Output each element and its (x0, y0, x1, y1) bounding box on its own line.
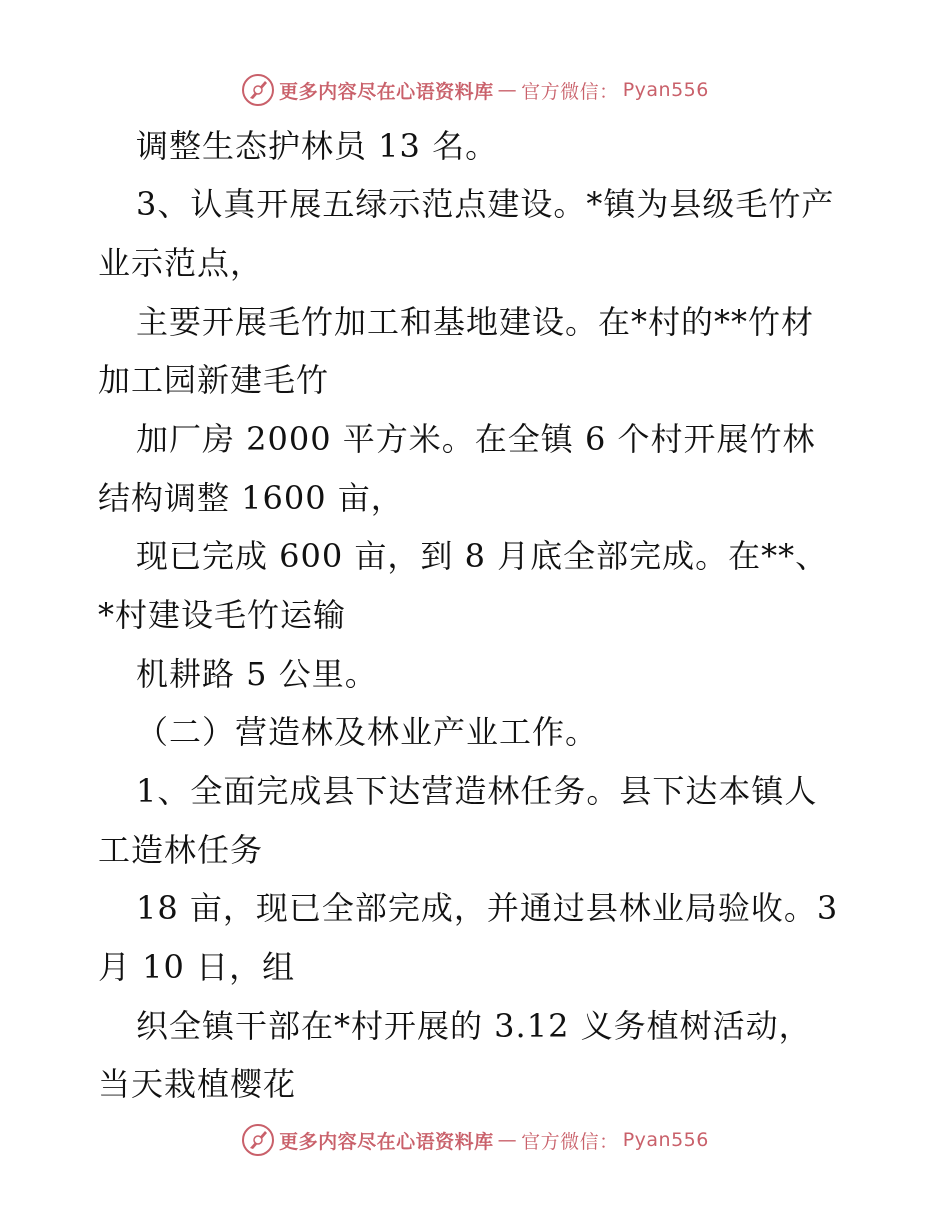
text-line: 机耕路 5 公里。 (136, 655, 378, 693)
text-line: 3、认真开展五绿示范点建设。*镇为县级毛竹产 (136, 185, 835, 223)
banner-wechat-id: Pyan556 (622, 79, 709, 101)
text-line: 结构调整 1600 亩， (98, 479, 404, 517)
section-heading: （二）营造林及林业产业工作。 (136, 713, 599, 751)
text-line: 当天栽植樱花 (98, 1065, 297, 1103)
quill-logo-icon (241, 73, 275, 107)
banner-title: 更多内容尽在心语资料库 (279, 80, 494, 103)
text-line: 18 亩，现已全部完成，并通过县林业局验收。3 (136, 889, 839, 927)
text-line: 现已完成 600 亩，到 8 月底全部完成。在**、 (136, 537, 829, 575)
text-line: 加工园新建毛竹 (98, 361, 330, 399)
text-line: 业示范点， (98, 244, 264, 282)
banner-dash: — (497, 1129, 518, 1151)
footer-watermark-banner (0, 1120, 950, 1160)
text-line: 主要开展毛竹加工和基地建设。在*村的**竹材 (136, 303, 815, 341)
banner-title: 更多内容尽在心语资料库 (279, 1130, 494, 1153)
banner-dash: — (497, 79, 518, 101)
text-line: 1、全面完成县下达营造林任务。县下达本镇人 (136, 772, 818, 810)
text-line: 工造林任务 (98, 831, 264, 869)
text-line: 月 10 日，组 (98, 948, 296, 986)
text-line: 调整生态护林员 13 名。 (136, 127, 499, 165)
banner-wechat-label: 官方微信： (521, 1130, 619, 1153)
text-line: 织全镇干部在*村开展的 3.12 义务植树活动， (136, 1007, 812, 1045)
banner-wechat-label: 官方微信： (521, 80, 619, 103)
header-watermark-banner (0, 70, 950, 110)
text-line: *村建设毛竹运输 (98, 596, 347, 634)
quill-logo-icon (241, 1123, 275, 1157)
text-line: 加厂房 2000 平方米。在全镇 6 个村开展竹林 (136, 420, 816, 458)
banner-wechat-id: Pyan556 (622, 1129, 709, 1151)
